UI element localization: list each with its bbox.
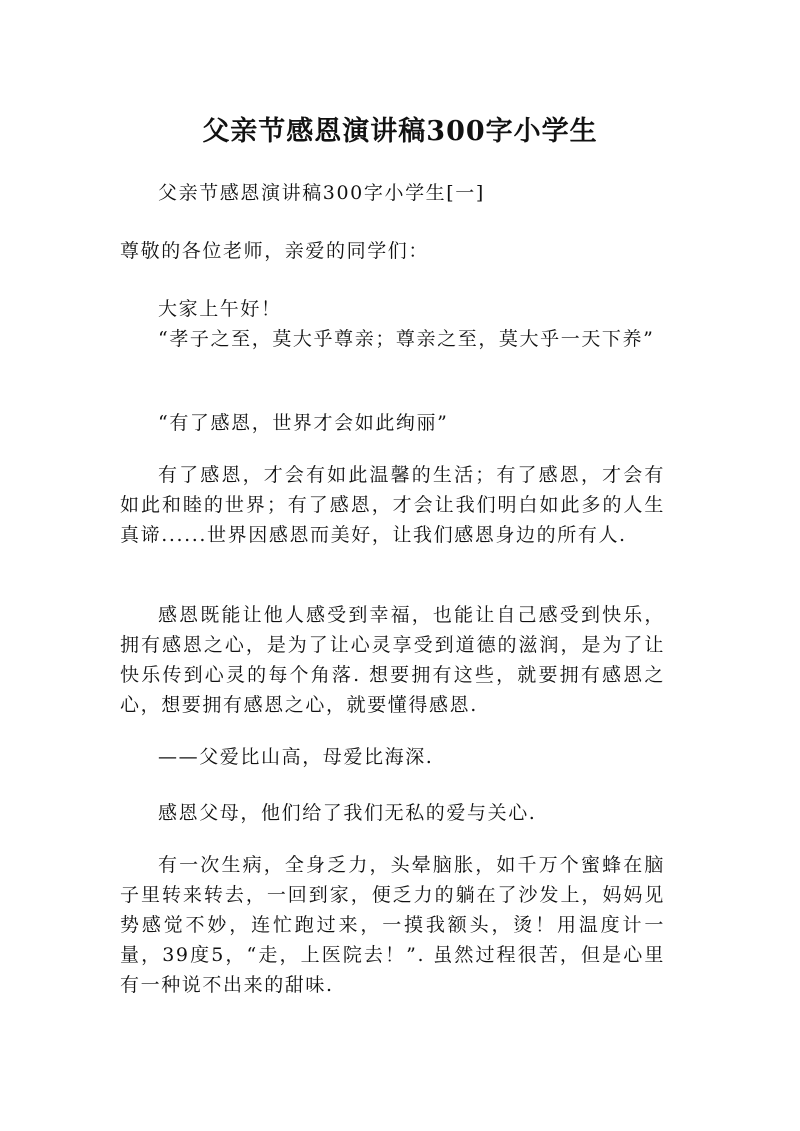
subtitle-paragraph: 父亲节感恩演讲稿300字小学生[一] <box>158 182 485 204</box>
body-paragraph-2: 感恩既能让他人感受到幸福，也能让自己感受到快乐，拥有感恩之心，是为了让心灵享受到道德的滋润，是为了让快乐传到心灵的每个角落. 想要拥有这些，就要拥有感恩之心，想要拥有感恩之心，就要懂得感恩. <box>120 604 665 716</box>
greeting-paragraph: 大家上午好！ <box>158 298 282 320</box>
body-paragraph-1: 有了感恩，才会有如此温馨的生活；有了感恩，才会有如此和睦的世界；有了感恩，才会让我们明白如此多的人生真谛......世界因感恩而美好，让我们感恩身边的所有人. <box>120 464 665 546</box>
salutation-paragraph: 尊敬的各位老师，亲爱的同学们： <box>120 240 430 262</box>
body-paragraph-4: 感恩父母，他们给了我们无私的爱与关心. <box>158 802 537 824</box>
quote-paragraph-1: “孝子之至，莫大乎尊亲；尊亲之至，莫大乎一天下养” <box>158 328 655 350</box>
document-title: 父亲节感恩演讲稿300字小学生 <box>202 116 598 147</box>
quote-paragraph-2: “有了感恩，世界才会如此绚丽” <box>158 412 449 434</box>
body-paragraph-3: ——父爱比山高，母爱比海深. <box>158 746 434 768</box>
body-paragraph-5: 有一次生病，全身乏力，头晕脑胀，如千万个蜜蜂在脑子里转来转去，一回到家，便乏力的躺在了沙发上，妈妈见势感觉不妙，连忙跑过来，一摸我额头，烫！用温度计一量，39度5，“走，上医院去！”. 虽然过程很苦，但是心里有一种说不出来的甜味. <box>120 854 665 996</box>
